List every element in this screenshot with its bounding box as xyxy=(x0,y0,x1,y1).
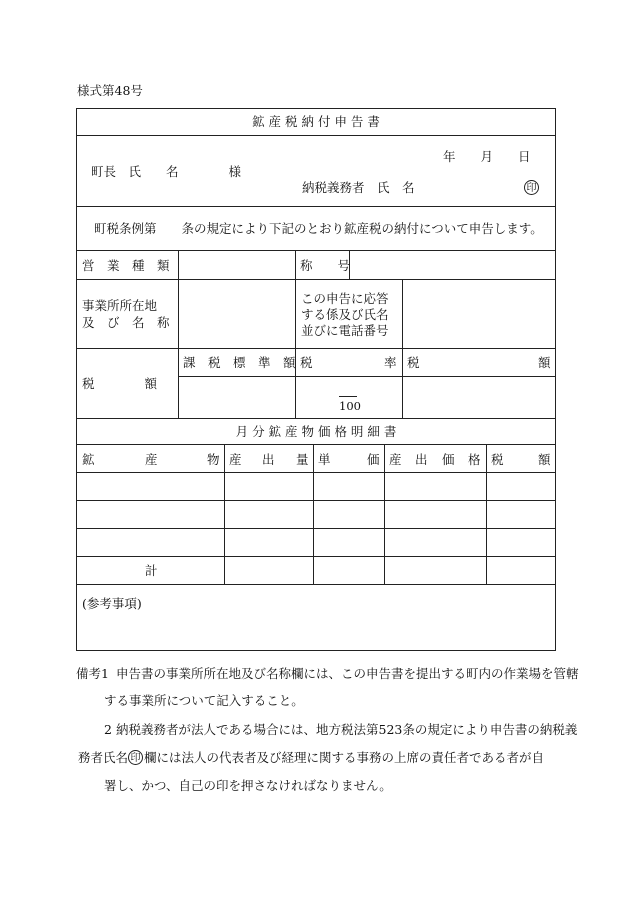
office-label-1: 事業所所在地 xyxy=(82,298,158,313)
rule-office xyxy=(76,348,556,349)
col-output-b: 出 xyxy=(262,452,275,467)
rate-denominator: 100 xyxy=(339,399,361,413)
col-output-a: 産 xyxy=(229,452,242,467)
col-mineral-c: 物 xyxy=(207,452,220,467)
rule-header xyxy=(76,206,556,207)
date-line: 年 月 日 xyxy=(443,149,531,164)
col-tax-a: 税 xyxy=(491,452,504,467)
tax-label-a: 税 xyxy=(407,355,420,370)
declaration-text: 町税条例第 条の規定により下記のとおり鉱産税の納付について申告します。 xyxy=(94,221,543,236)
note-2-line-3: 署し、かつ、自己の印を押さなければなりません。 xyxy=(104,778,392,793)
office-label-2: 及 び 名 称 xyxy=(82,315,170,330)
fraction-bar xyxy=(339,396,357,397)
col-unit-a: 単 xyxy=(318,452,331,467)
rule-declaration xyxy=(76,250,556,251)
rule-row-2 xyxy=(76,528,556,529)
vline-contact xyxy=(402,279,403,418)
col-unit-b: 価 xyxy=(367,452,380,467)
statement-title: 月 分 鉱 産 物 価 格 明 細 書 xyxy=(235,424,397,439)
col-output-c: 量 xyxy=(296,452,309,467)
taxpayer-label: 納税義務者 氏 名 xyxy=(302,180,415,195)
vline-col-1 xyxy=(224,444,225,584)
col-value-a: 産 xyxy=(389,452,402,467)
business-name-label: 称 号 xyxy=(300,258,351,273)
note-1-label: 備考1 xyxy=(76,666,109,681)
note-2-line-2a: 務者氏名 xyxy=(78,750,129,765)
vline-label xyxy=(178,250,179,418)
contact-label-2: する係及び氏名 xyxy=(301,307,389,322)
col-value-b: 出 xyxy=(415,452,428,467)
note-2-line-1: 納税義務者が法人である場合には、地方税法第523条の規定により申告書の納税義 xyxy=(116,722,578,737)
rule-statement-title xyxy=(76,444,556,445)
note-1-line-1: 申告書の事業所所在地及び名称欄には、この申告書を提出する町内の作業場を管轄 xyxy=(116,666,579,681)
rule-tax-header xyxy=(178,376,556,377)
rule-business xyxy=(76,279,556,280)
total-label: 計 xyxy=(145,563,158,578)
rule-columns xyxy=(76,472,556,473)
vline-mid xyxy=(295,250,296,418)
form-title: 鉱 産 税 納 付 申 告 書 xyxy=(252,114,380,129)
rule-row-3 xyxy=(76,556,556,557)
seal-mark-inline: 印 xyxy=(128,750,143,765)
note-2-label: 2 xyxy=(104,722,112,737)
tax-base-label: 課 税 標 準 額 xyxy=(183,355,296,370)
rule-row-1 xyxy=(76,500,556,501)
col-tax-b: 額 xyxy=(538,452,551,467)
vline-col-2 xyxy=(313,444,314,584)
note-1-line-2: する事業所について記入すること。 xyxy=(104,693,304,708)
tax-rate-label-b: 率 xyxy=(384,355,397,370)
contact-label-3: 並びに電話番号 xyxy=(301,323,389,338)
form-number: 様式第48号 xyxy=(77,83,143,98)
vline-col-3 xyxy=(384,444,385,584)
tax-label-b: 額 xyxy=(538,355,551,370)
business-type-label: 営 業 種 類 xyxy=(82,258,170,273)
contact-label-1: この申告に応答 xyxy=(301,291,389,306)
rule-title xyxy=(76,135,556,136)
tax-amount-label: 税 額 xyxy=(82,376,158,391)
seal-mark: 印 xyxy=(524,180,539,195)
rule-tax xyxy=(76,418,556,419)
vline-col-4 xyxy=(486,444,487,584)
reference-label: (参考事項) xyxy=(82,596,142,611)
note-2-line-2b: 欄には法人の代表者及び経理に関する事務の上席の責任者である者が自 xyxy=(144,750,545,765)
tax-rate-label-a: 税 xyxy=(300,355,313,370)
col-value-d: 格 xyxy=(468,452,481,467)
col-mineral-a: 鉱 xyxy=(82,452,95,467)
addressee: 町長 氏 名 様 xyxy=(91,164,242,179)
col-mineral-b: 産 xyxy=(145,452,158,467)
rule-total xyxy=(76,584,556,585)
col-value-c: 価 xyxy=(442,452,455,467)
